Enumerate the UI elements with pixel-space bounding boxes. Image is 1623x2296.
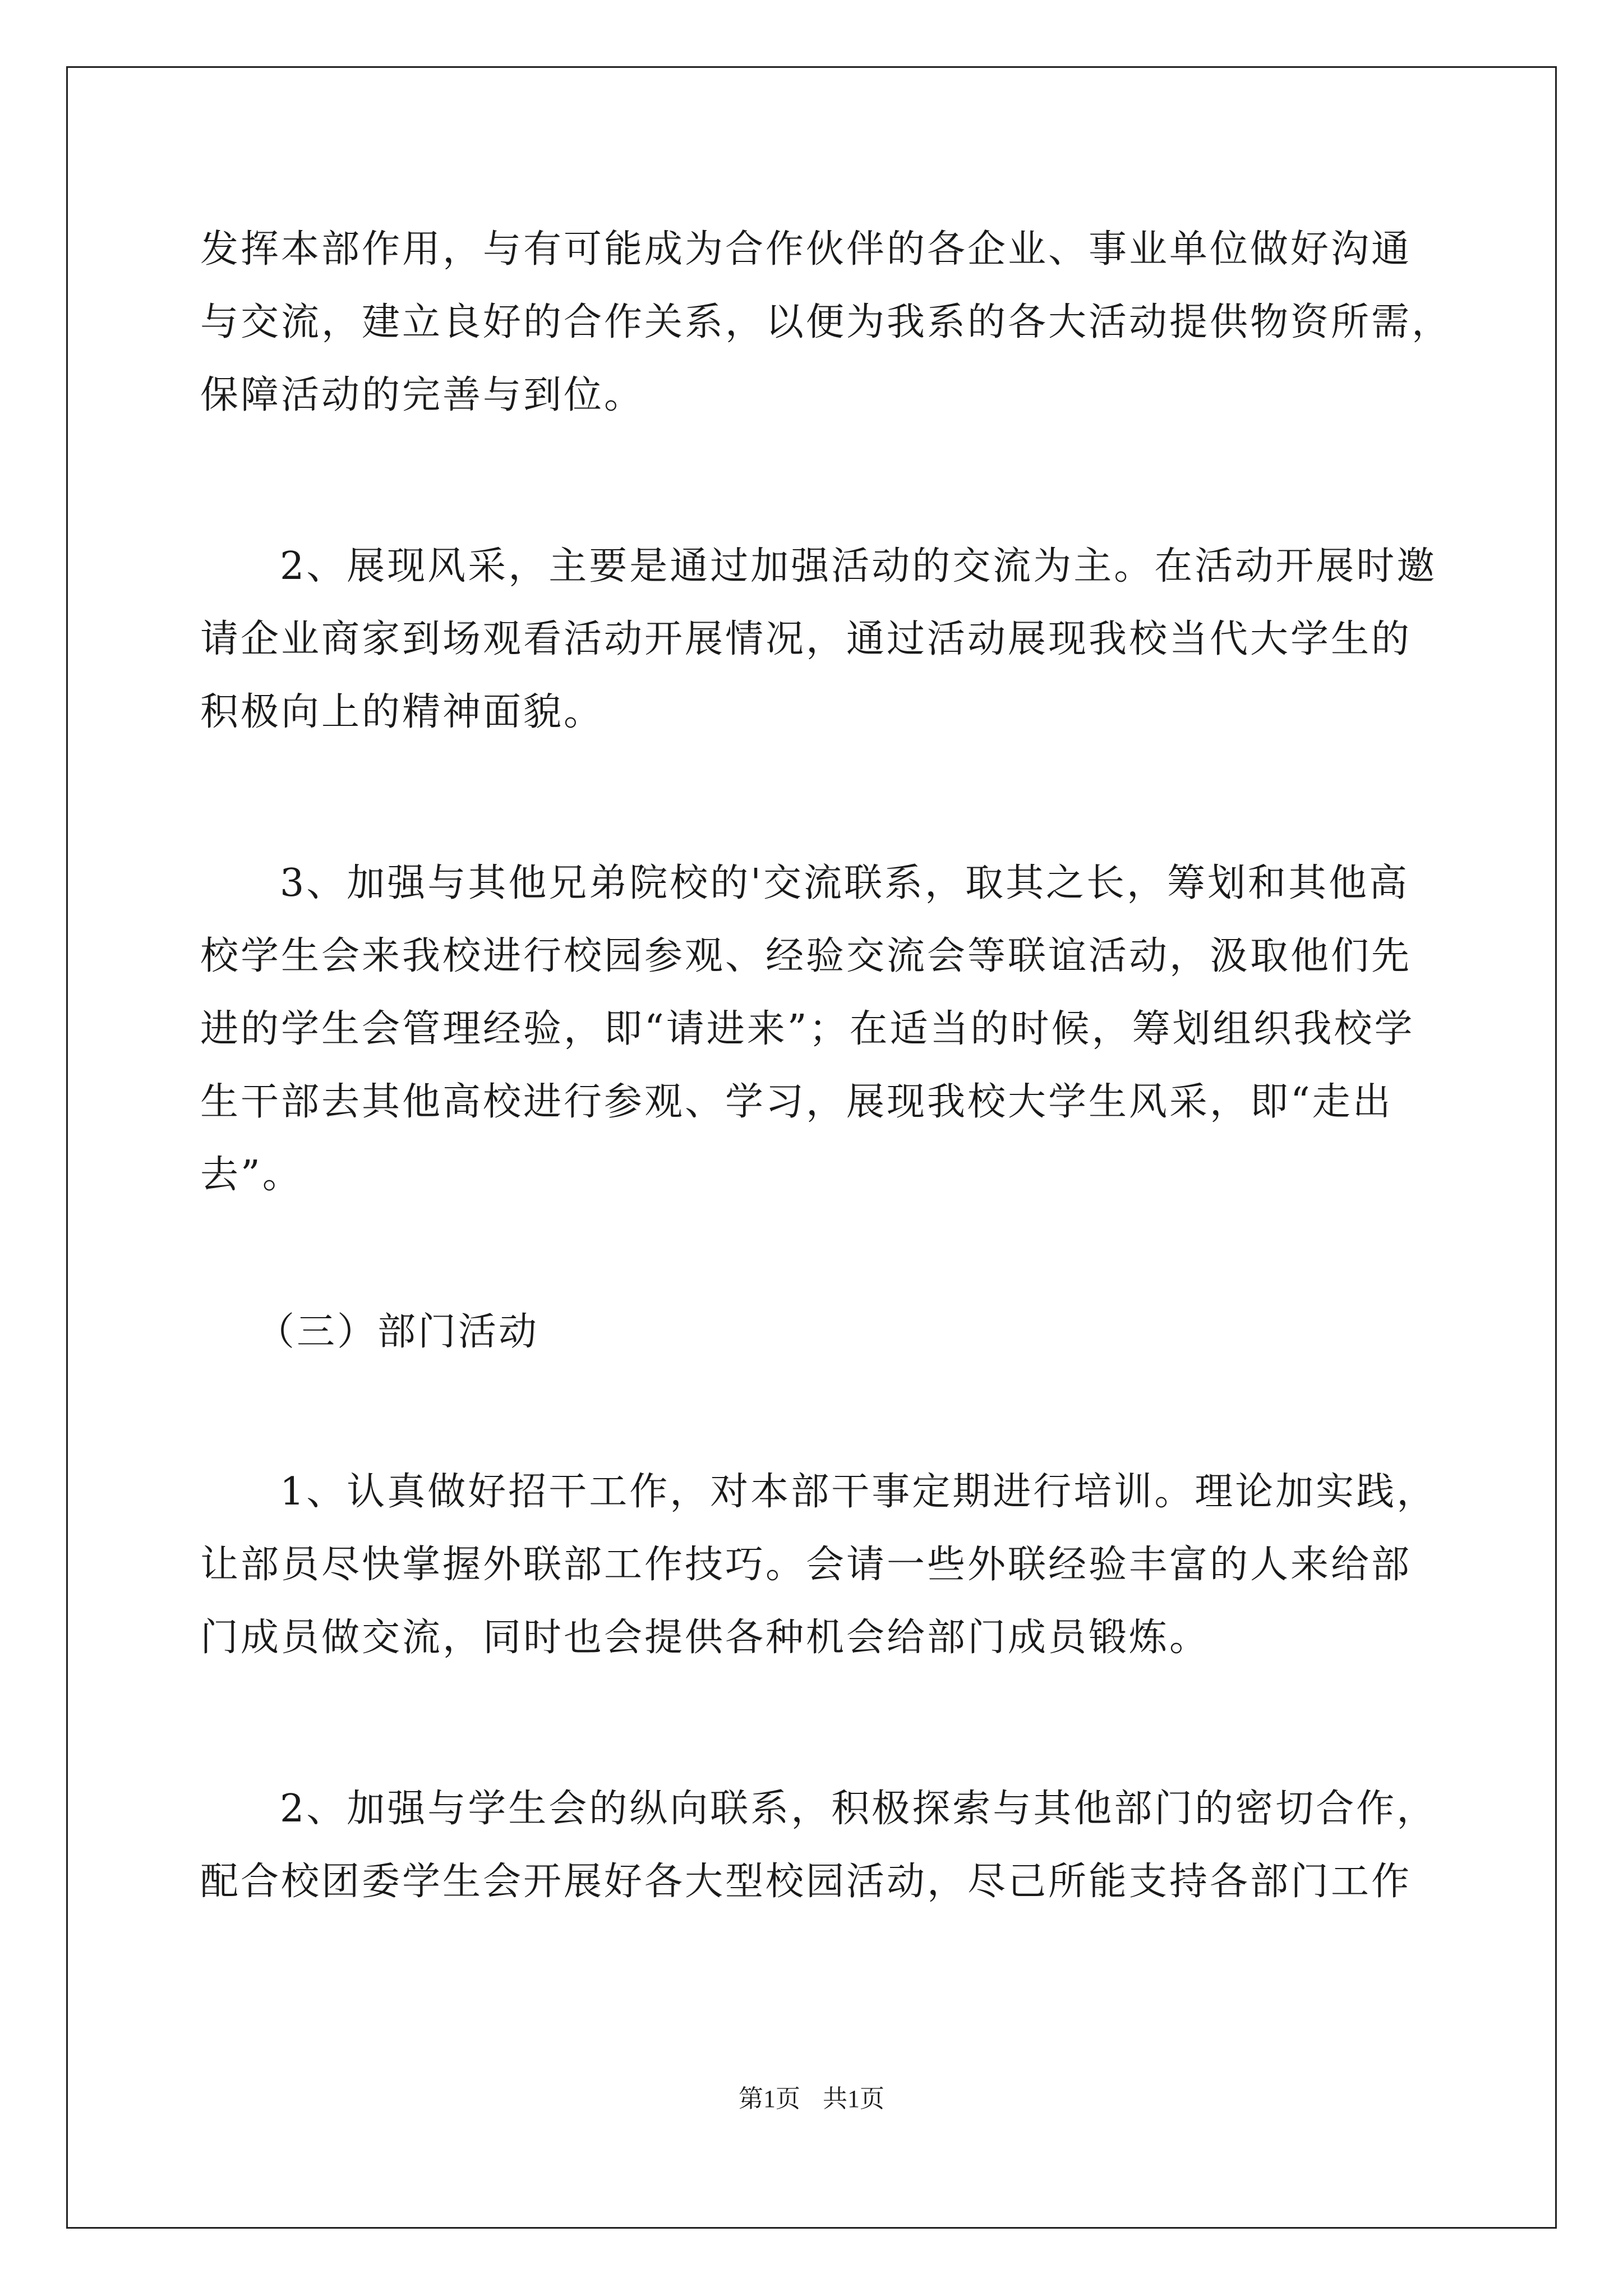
paragraph-line: 积极向上的精神面貌。	[200, 690, 605, 734]
paragraph-line: 2、加强与学生会的纵向联系，积极探索与其他部门的密切合作，	[280, 1787, 1437, 1831]
paragraph-line: 去”。	[200, 1153, 303, 1197]
page-footer	[0, 2082, 1623, 2116]
paragraph-line: 保障活动的完善与到位。	[200, 373, 645, 417]
paragraph-line: 门成员做交流，同时也会提供各种机会给部门成员锻炼。	[200, 1616, 1210, 1660]
paragraph-line: 1、认真做好招干工作，对本部干事定期进行培训。理论加实践，	[280, 1470, 1437, 1514]
paragraph-line: 让部员尽快掌握外联部工作技巧。会请一些外联经验丰富的人来给部	[200, 1543, 1412, 1587]
paragraph-line: 3、加强与其他兄弟院校的'交流联系，取其之长，筹划和其他高	[280, 861, 1409, 905]
paragraph-line: 生干部去其他高校进行参观、学习，展现我校大学生风采，即“走出	[200, 1080, 1393, 1124]
paragraph-line: 发挥本部作用，与有可能成为合作伙伴的各企业、事业单位做好沟通	[200, 227, 1412, 272]
page-number: 第1页	[739, 2085, 800, 2113]
paragraph-line: 与交流，建立良好的合作关系，以便为我系的各大活动提供物资所需，	[200, 300, 1453, 344]
paragraph-line: 2、展现风采，主要是通过加强活动的交流为主。在活动开展时邀	[280, 544, 1437, 588]
paragraph-line: 校学生会来我校进行校园参观、经验交流会等联谊活动，汲取他们先	[200, 934, 1412, 978]
paragraph-line: 配合校团委学生会开展好各大型校园活动，尽己所能支持各部门工作	[200, 1860, 1412, 1904]
section-heading: （三）部门活动	[256, 1310, 540, 1354]
page-total: 共1页	[823, 2085, 884, 2113]
paragraph-line: 请企业商家到场观看活动开展情况，通过活动展现我校当代大学生的	[200, 617, 1412, 661]
paragraph-line: 进的学生会管理经验，即“请进来”；在适当的时候，筹划组织我校学	[200, 1007, 1415, 1051]
